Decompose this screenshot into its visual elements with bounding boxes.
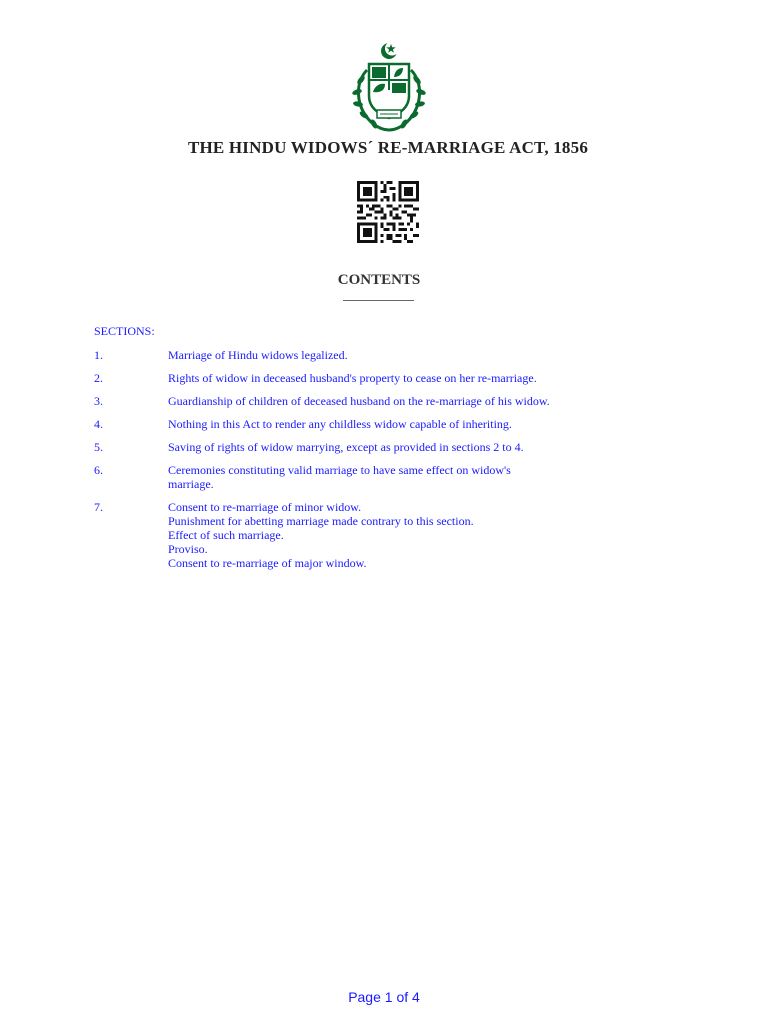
section-title[interactable]: [168, 348, 654, 362]
section-title[interactable]: [168, 463, 654, 491]
section-title-line[interactable]: Nothing in this Act to render any childless widow capable of inheriting.: [168, 417, 512, 431]
section-title-line[interactable]: marriage.: [168, 477, 214, 491]
section-title[interactable]: [168, 440, 654, 454]
document-title: THE HINDU WIDOWS´ RE-MARRIAGE ACT, 1856: [187, 138, 589, 157]
section-title-line[interactable]: Guardianship of children of deceased husband on the re-marriage of his widow.: [168, 394, 550, 408]
page-number: Page 1 of 4: [348, 989, 420, 1005]
section-number: 6.: [94, 463, 103, 477]
section-entry-6[interactable]: [94, 463, 654, 491]
section-title-line[interactable]: Rights of widow in deceased husband's property to cease on her re-marriage.: [168, 371, 537, 385]
sections-list: [94, 348, 654, 579]
section-title[interactable]: [168, 417, 654, 431]
section-title-line[interactable]: Consent to re-marriage of major window.: [168, 556, 367, 570]
section-number: 2.: [94, 371, 103, 385]
qr-code-icon: [356, 181, 420, 243]
section-title-line[interactable]: Marriage of Hindu widows legalized.: [168, 348, 348, 362]
section-entry-5[interactable]: [94, 440, 654, 454]
contents-divider: [343, 300, 414, 301]
section-entry-1[interactable]: [94, 348, 654, 362]
section-entry-3[interactable]: [94, 394, 654, 408]
sections-label: SECTIONS:: [94, 324, 155, 338]
section-title-line[interactable]: Punishment for abetting marriage made contrary to this section.: [168, 514, 474, 528]
section-number: 1.: [94, 348, 103, 362]
section-entry-7[interactable]: [94, 500, 654, 570]
section-number: 4.: [94, 417, 103, 431]
contents-heading: CONTENTS: [337, 272, 421, 288]
section-title[interactable]: [168, 371, 654, 385]
section-title[interactable]: [168, 394, 654, 408]
section-title-line[interactable]: Saving of rights of widow marrying, except as provided in sections 2 to 4.: [168, 440, 524, 454]
section-title[interactable]: [168, 500, 654, 570]
section-entry-2[interactable]: [94, 371, 654, 385]
section-number: 5.: [94, 440, 103, 454]
state-emblem-icon: [345, 40, 433, 132]
section-entry-4[interactable]: [94, 417, 654, 431]
section-title-line[interactable]: Ceremonies constituting valid marriage to have same effect on widow's: [168, 463, 511, 477]
section-title-line[interactable]: Proviso.: [168, 542, 208, 556]
section-title-line[interactable]: Consent to re-marriage of minor widow.: [168, 500, 362, 514]
section-number: 3.: [94, 394, 103, 408]
section-title-line[interactable]: Effect of such marriage.: [168, 528, 284, 542]
section-number: 7.: [94, 500, 103, 514]
